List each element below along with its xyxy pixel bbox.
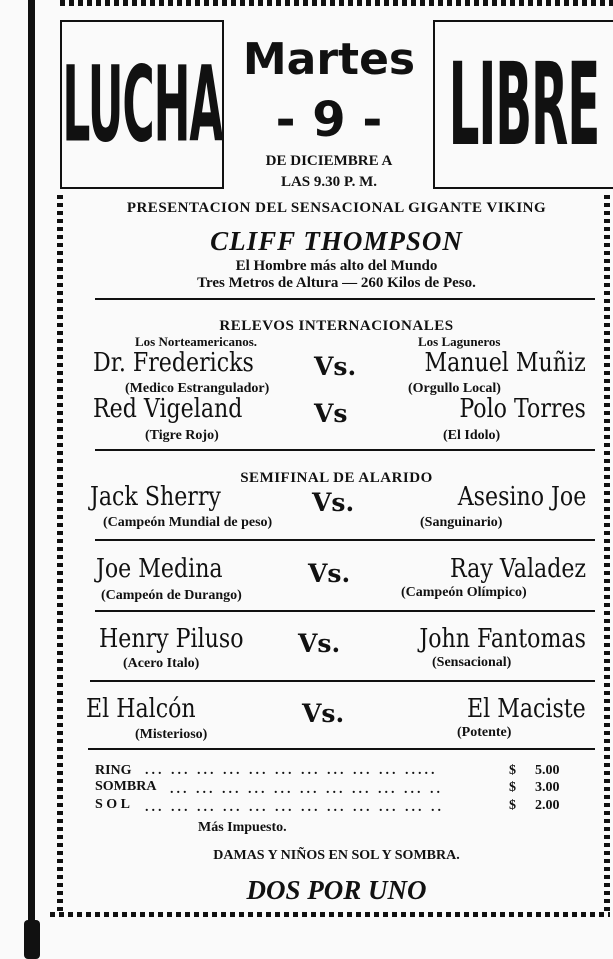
price-label: RING [95,763,132,778]
price-label: SOMBRA [95,779,157,794]
divider [95,298,595,300]
event-time: LAS 9.30 P. M. [280,174,378,190]
team-right: Los Laguneros [418,334,501,349]
vs-label: Vs. [298,629,341,658]
fighter-left: Red Vigeland [93,394,243,424]
fighter-left-nickname: (Acero Italo) [123,656,200,671]
fighter-right: Polo Torres [459,394,586,424]
divider [88,748,595,750]
price-currency: $ [509,780,516,795]
event-month: DE DICIEMBRE A [265,153,393,169]
fighter-left-nickname: (Campeón Mundial de peso) [103,515,273,530]
fighter-left-nickname: (Tigre Rojo) [145,428,219,443]
divider [90,680,595,682]
fighter-left: El Halcón [86,694,196,724]
libre-box [433,20,613,189]
fighter-left: Henry Piluso [99,624,244,654]
promo-line: DAMAS Y NIÑOS EN SOL Y SOMBRA. [213,848,460,863]
tax-note: Más Impuesto. [198,820,287,835]
star-stats: Tres Metros de Altura — 260 Kilos de Peso. [197,275,476,291]
price-leader-dots: ... ... ... ... ... ... ... ... ... ... ..... [145,763,438,778]
price-label: S O L [95,797,131,812]
lucha-text: LUCHA [62,44,222,165]
price-amount: 2.00 [535,798,560,813]
fighter-left: Jack Sherry [90,482,221,512]
fighter-right: Manuel Muñiz [424,348,586,378]
libre-text: LIBRE [448,37,600,172]
lucha-box [60,20,224,189]
fighter-right: John Fantomas [419,624,586,654]
left-border-rule [28,0,35,959]
divider [95,610,595,612]
team-left: Los Norteamericanos. [135,334,258,349]
semifinal-title: SEMIFINAL DE ALARIDO [240,470,433,486]
fighter-right-nickname: (Sensacional) [432,655,512,670]
relevos-title: RELEVOS INTERNACIONALES [219,318,454,334]
top-zigzag-border [60,0,613,6]
fighter-right-nickname: (Potente) [457,725,512,740]
fighter-right-nickname: (Sanguinario) [420,515,503,530]
divider [95,539,595,541]
star-tagline: El Hombre más alto del Mundo [235,258,438,274]
fighter-left-nickname: (Campeón de Durango) [101,588,242,603]
bottom-zigzag-border [50,912,610,917]
event-day: Martes [242,34,416,85]
fighter-left: Dr. Fredericks [93,348,254,378]
vs-label: Vs. [308,559,351,588]
fighter-left-nickname: (Medico Estrangulador) [125,381,270,396]
fighter-left: Joe Medina [96,554,223,584]
star-name: CLIFF THOMPSON [210,226,463,256]
presentation-line: PRESENTACION DEL SENSACIONAL GIGANTE VIKING [126,200,547,216]
price-leader-dots: ... ... ... ... ... ... ... ... ... ... .. [170,782,443,797]
left-zigzag-border [57,195,63,913]
divider [95,449,595,451]
right-zigzag-border [604,195,610,913]
promo-headline: DOS POR UNO [246,875,427,905]
fighter-right: Asesino Joe [457,482,586,512]
price-currency: $ [509,763,516,778]
fighter-right: Ray Valadez [449,554,586,584]
price-currency: $ [509,798,516,813]
fighter-left-nickname: (Misterioso) [135,727,208,742]
vs-label: Vs [314,399,348,428]
price-amount: 3.00 [535,780,560,795]
ink-blot [24,920,40,959]
fighter-right-nickname: (Campeón Olímpico) [401,585,527,600]
vs-label: Vs. [314,352,357,381]
price-amount: 5.00 [535,763,560,778]
fighter-right-nickname: (El Idolo) [443,428,501,443]
fighter-right-nickname: (Orgullo Local) [408,381,501,396]
vs-label: Vs. [302,699,345,728]
fighter-right: El Maciste [467,694,586,724]
event-date-number: - 9 - [275,92,383,148]
vs-label: Vs. [312,488,355,517]
price-leader-dots: ... ... ... ... ... ... ... ... ... ... ... .. [145,800,444,815]
